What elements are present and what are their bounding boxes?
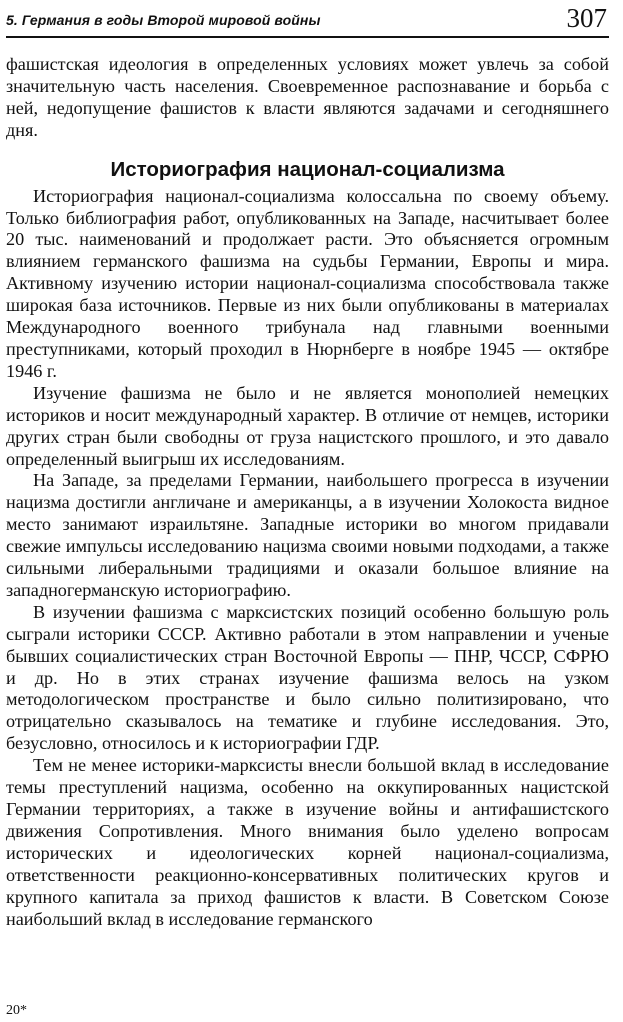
page-number: 307 [566,3,607,33]
paragraph-3: На Западе, за пределами Германии, наибольшего прогресса в изучении нацизма достигли англичане и американцы, а в изучении Холокоста видное место занимают израильтяне. Западные историки во многом придавали свежие импульсы исследованию нацизма своими новыми подходами, а также сильными либеральными традициями и оказали большое влияние на западногерманскую историографию. [6,470,609,600]
page-body [6,54,609,930]
paragraph-1: Историография национал-социализма колоссальна по своему объему. Только библиография работ, опубликованных на Западе, насчитывает более 20 тыс. наименований и продолжает расти. Это объясняется огромным влиянием германского фашизма на судьбы Германии, Европы и мира. Активному изучению истории национал-социализма способствовала также широкая база источников. Первые из них были опубликованы в материалах Международного военного трибунала над главными военными преступниками, который проходил в Нюрнберге в ноябре 1945 — октябре 1946 г. [6,185,609,381]
paragraph-4: В изучении фашизма с марксистских позиций особенно большую роль сыграли историки СССР. Активно работали в этом направлении и ученые бывших социалистических стран Восточной Европы — ПНР, ЧССР, СФРЮ и др. Но в этих странах изучение фашизма велось на узком методологическом пространстве и было сильно политизировано, что отрицательно сказывалось на тематике и глубине исследования. Это, безусловно, относилось и к историографии ГДР. [6,601,609,754]
section-heading: Историография национал-социализма [110,157,505,181]
paragraph-2: Изучение фашизма не было и не является монополией немецких историков и носит международный характер. В отличие от немцев, историки других стран были свободны от груза нацистского прошлого, и это давало определенный выигрыш их исследованиям. [6,382,609,469]
signature-mark: 20* [6,1003,27,1018]
running-header [6,2,609,38]
paragraph-5: Тем не менее историки-марксисты внесли большой вклад в исследование темы преступлений нацизма, особенно на оккупированных нацистской Германии территориях, а также в изучение войны и антифашистского движения Сопротивления. Много внимания было уделено вопросам исторических и идеологических корней национал-социализма, ответственности реакционно-консервативных политических кругов и крупного капитала за приход фашистов к власти. В Советском Союзе наибольший вклад в исследование германского [6,755,609,929]
continuation-paragraph: фашистская идеология в определенных условиях может увлечь за собой значительную часть населения. Своевременное распознавание и борьба с ней, недопущение фашистов к власти являются задачами и сегодняшнего дня. [6,54,609,140]
running-title: 5. Германия в годы Второй мировой войны [6,12,321,28]
